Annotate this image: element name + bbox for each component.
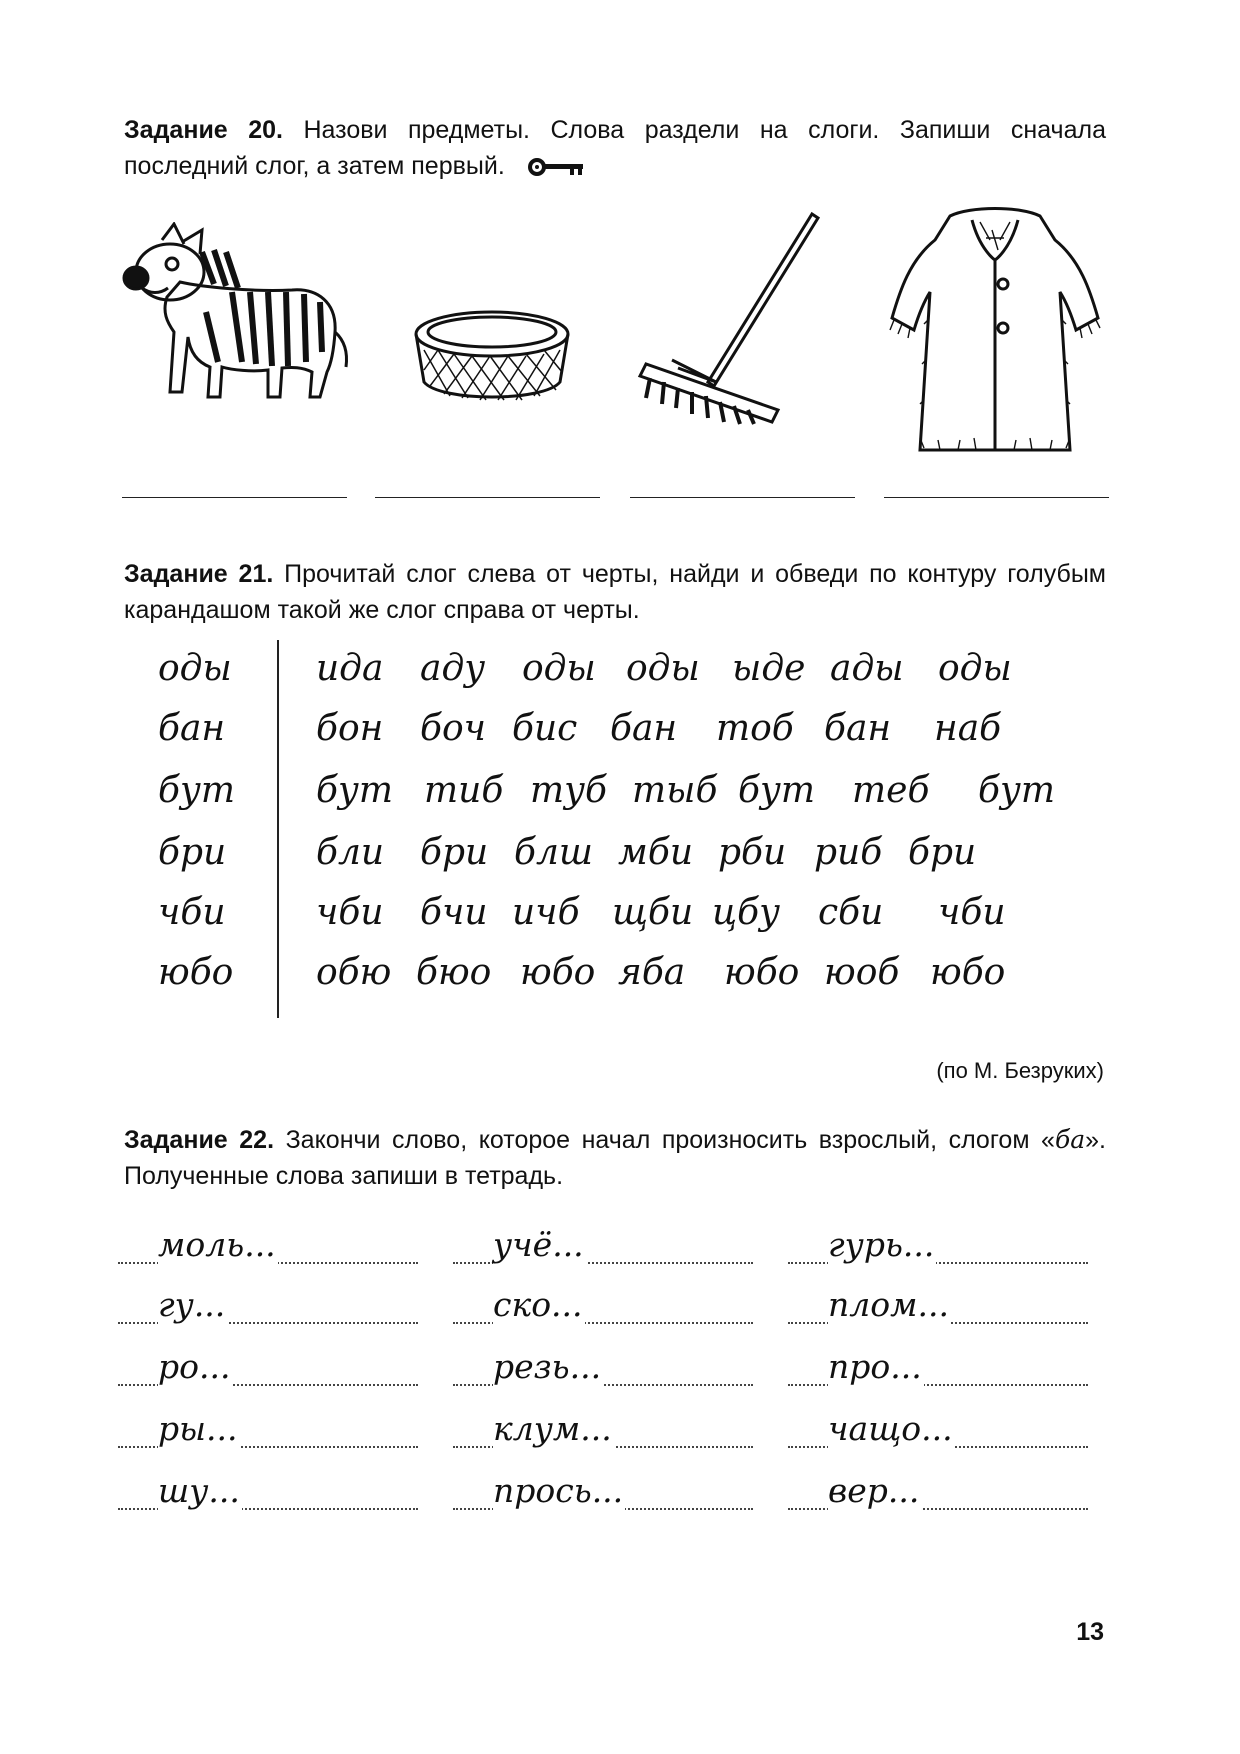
word-start: гу... [158,1285,226,1324]
answer-line-2[interactable] [375,497,600,498]
task-22-instructions-1: Закончи слово, которое начал произносить взрослый, слогом « [285,1126,1055,1154]
word-start: резь... [493,1347,602,1386]
word-line[interactable] [788,1344,1088,1394]
syllable-option[interactable]: ида [316,648,384,689]
word-line[interactable] [788,1406,1088,1456]
task-21-label: Задание 21. [124,560,274,588]
syllable-option[interactable]: тиб [424,770,504,811]
syllable-option[interactable]: бри [420,832,489,873]
syllable-option[interactable]: теб [852,770,930,811]
word-line[interactable] [453,1222,753,1272]
word-start: учё... [493,1225,584,1264]
syllable-option[interactable]: юоб [824,952,900,993]
word-line[interactable] [118,1344,418,1394]
word-line[interactable] [788,1222,1088,1272]
syllable-option[interactable]: наб [934,708,1002,749]
basin-icon [410,306,575,406]
word-start: прось... [493,1471,624,1510]
syllable-option[interactable]: бюо [416,952,492,993]
syllable-option[interactable]: бис [512,708,578,749]
rake-icon [632,210,832,425]
syllable-option[interactable]: бчи [420,892,488,933]
answer-line-1[interactable] [122,497,347,498]
task-22-label: Задание 22. [124,1126,275,1154]
word-line[interactable] [118,1468,418,1518]
syllable-option[interactable]: ичб [512,892,580,933]
word-line[interactable] [788,1282,1088,1332]
syllable-option[interactable]: обю [316,952,392,993]
syllable-target: бан [158,708,226,749]
task-21-instructions: Прочитай слог слева от черты, найди и обведи по контуру голубым карандашом такой же слог справа от черты. [124,560,1106,624]
syllable-option[interactable]: рби [718,832,787,873]
syllable-option[interactable]: бли [316,832,385,873]
word-line[interactable] [118,1282,418,1332]
word-line[interactable] [788,1468,1088,1518]
syllable-target: бри [158,832,227,873]
syllable-option[interactable]: чби [938,892,1006,933]
syllable-option[interactable]: ыде [732,648,806,689]
word-line[interactable] [118,1406,418,1456]
task-22-instructions-2: ». Полученные слова запиши в тетрадь. [124,1126,1106,1190]
syllable-target: чби [158,892,226,933]
word-start: вер... [828,1471,920,1510]
syllable-option[interactable]: бри [908,832,977,873]
syllable-target: оды [158,648,232,689]
word-start: чащо... [828,1409,953,1448]
word-start: ры... [158,1409,238,1448]
syllable-option[interactable]: бут [738,770,815,811]
syllable-target: бут [158,770,235,811]
syllable-option[interactable]: тоб [716,708,794,749]
credit: (по М. Безруких) [936,1058,1104,1083]
syllable-option[interactable]: чби [316,892,384,933]
syllable-target: юбо [158,952,234,993]
syllable-option[interactable]: оды [522,648,596,689]
syllable-option[interactable]: щби [612,892,694,933]
word-start: ско... [493,1285,583,1324]
word-line[interactable] [118,1222,418,1272]
syllable-option[interactable]: цбу [712,892,780,933]
syllable-option[interactable]: бан [824,708,892,749]
word-start: клум... [493,1409,612,1448]
word-start: плом... [828,1285,949,1324]
syllable-option[interactable]: яба [618,952,686,993]
word-line[interactable] [453,1282,753,1332]
syllable-option[interactable]: блш [514,832,593,873]
task-20-instructions: Назови предметы. Слова раздели на слоги. Запиши сначала последний слог, а затем первый. [124,116,1106,180]
task-21-text [124,556,1106,628]
fur-coat-icon [880,200,1110,460]
answer-line-4[interactable] [884,497,1109,498]
task-20-label: Задание 20. [124,116,283,144]
word-line[interactable] [453,1406,753,1456]
syllable-option[interactable]: юбо [930,952,1006,993]
zebra-icon [122,222,352,402]
syllable-divider [277,640,279,1018]
syllable-option[interactable]: аду [420,648,486,689]
word-line[interactable] [453,1468,753,1518]
syllable-option[interactable]: тыб [632,770,718,811]
syllable-option[interactable]: бут [978,770,1055,811]
word-start: ро... [158,1347,231,1386]
syllable-option[interactable]: риб [814,832,883,873]
task-20-text [124,112,1106,184]
syllable-option[interactable]: юбо [520,952,596,993]
syllable-option[interactable]: бон [316,708,384,749]
word-start: моль... [158,1225,276,1264]
page-number: 13 [1076,1618,1104,1646]
answer-line-3[interactable] [630,497,855,498]
word-line[interactable] [453,1344,753,1394]
word-start: шу... [158,1471,240,1510]
syllable-option[interactable]: туб [530,770,607,811]
syllable-option[interactable]: оды [626,648,700,689]
syllable-option[interactable]: мби [618,832,694,873]
syllable-option[interactable]: сби [818,892,884,933]
word-start: про... [828,1347,922,1386]
task-22-syllable: ба [1054,1125,1086,1154]
syllable-option[interactable]: бут [316,770,393,811]
syllable-option[interactable]: ады [830,648,904,689]
syllable-option[interactable]: юбо [724,952,800,993]
syllable-option[interactable]: бан [610,708,678,749]
key-icon [528,155,586,179]
syllable-option[interactable]: боч [420,708,487,749]
task-22-text [124,1122,1106,1194]
syllable-option[interactable]: оды [938,648,1012,689]
word-start: гурь... [828,1225,935,1264]
